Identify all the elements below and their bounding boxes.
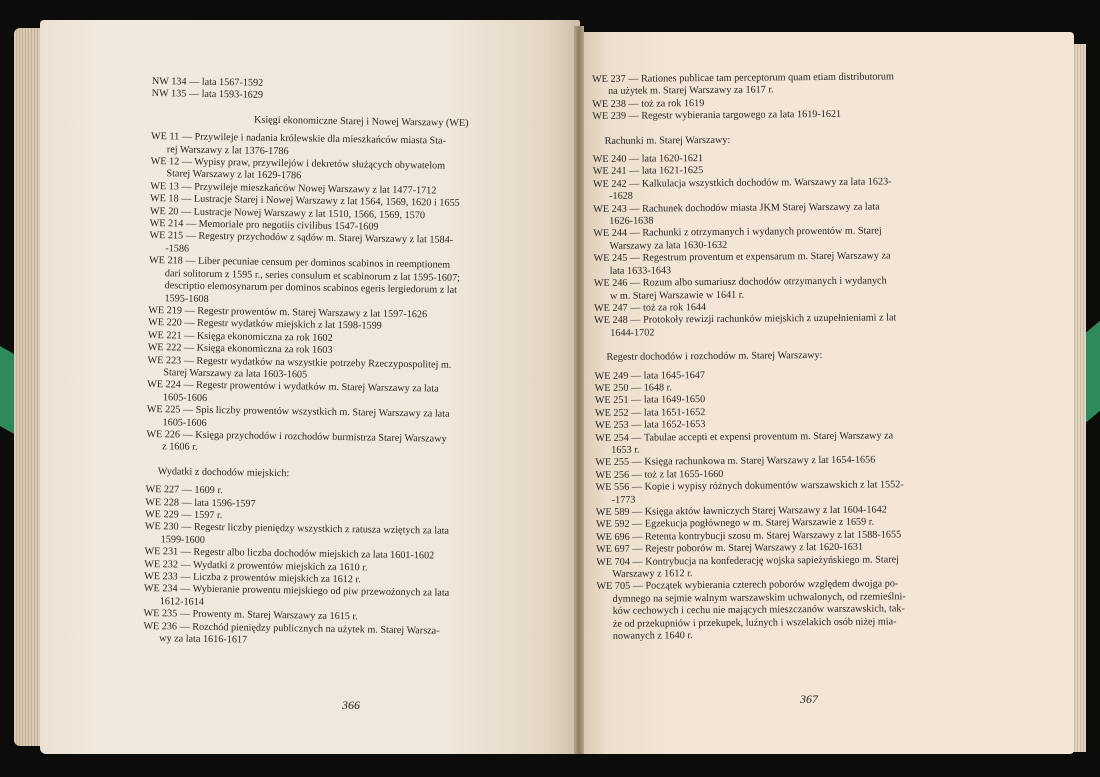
entry-line: WE 696 — Retenta kontrybucji szosu m. Starej Warszawy z lat 1588-1655 bbox=[595, 529, 902, 543]
entry-line: WE 246 — Rozum albo sumariusz dochodów otrzymanych i wydanych bbox=[593, 275, 887, 290]
entry-line: WE 256 — toż z lat 1655-1660 bbox=[595, 468, 724, 481]
entry-line: WE 248 — Protokoły rewizji rachunków miejskich z uzupełnieniami z lat bbox=[594, 312, 897, 327]
entry-line: WE 254 — Tabulae accepti et expensi proventum m. Starej Warszawy za bbox=[595, 429, 894, 444]
entry-line: Starej Warszawy z lat 1629-1786 bbox=[166, 168, 302, 182]
entry-line: WE 253 — lata 1652-1653 bbox=[595, 419, 706, 432]
entry-line: WE 240 — lata 1620-1621 bbox=[592, 153, 704, 166]
entry-line: 1605-1606 bbox=[162, 391, 208, 404]
entry-line: WE 11 — Przywileje i nadania królewskie dla mieszkańców miasta Sta- bbox=[150, 131, 447, 147]
entry-line: WE 236 — Rozchód pieniędzy publicznych na użytek m. Starej Warsza- bbox=[143, 620, 440, 637]
entry-line: WE 252 — lata 1651-1652 bbox=[594, 406, 706, 419]
background-green-mark bbox=[0, 346, 14, 434]
entry-line: WE 224 — Regestr prowentów i wydatków m. Starej Warszawy za lata bbox=[147, 379, 439, 395]
entry-line: -1773 bbox=[611, 494, 636, 506]
entry-line: -1628 bbox=[609, 190, 633, 203]
entry-line: WE 232 — Wydatki z prowentów miejskich za 1610 r. bbox=[144, 558, 368, 574]
catalog-entry bbox=[596, 578, 1009, 644]
catalog-entry bbox=[594, 312, 1006, 340]
entry-line: 1626-1638 bbox=[609, 215, 654, 227]
entry-line: WE 220 — Regestr wydatków miejskich z lat 1598-1599 bbox=[148, 317, 382, 332]
entry-line: WE 218 — Liber pecuniae censum per dominos scabinos in reemptionem bbox=[149, 255, 451, 271]
entry-line: WE 255 — Księga rachunkowa m. Starej Warszawy z lat 1654-1656 bbox=[595, 454, 876, 469]
entry-line: WE 556 — Kopie i wypisy różnych dokumentów warszawskich z lat 1552- bbox=[595, 479, 904, 494]
entry-line: WE 215 — Regestry przychodów z sądów m. Starej Warszawy z lat 1584- bbox=[149, 230, 454, 247]
catalog-entry bbox=[146, 429, 566, 460]
entry-line: WE 249 — lata 1645-1647 bbox=[594, 369, 706, 382]
entry-line: WE 704 — Kontrybucja na konfederację wojska sapieżyńskiego m. Starej bbox=[596, 553, 899, 568]
entry-line: WE 230 — Regestr liczby pieniędzy wszystkich z ratusza wziętych za lata bbox=[144, 521, 450, 538]
entry-line: rej Warszawy z lat 1376-1786 bbox=[166, 143, 289, 157]
entry-line: 1605-1606 bbox=[162, 416, 207, 429]
entry-line: dymnego na sejmie walnym warszawskim uchwalonych, od rzemieślni- bbox=[612, 591, 906, 605]
entry-line: ków cechowych i cechu nie mających mieszczanów warszawskich, tak- bbox=[612, 603, 905, 618]
entry-line: 1653 r. bbox=[611, 444, 640, 456]
entry-line: WE 231 — Regestr albo liczba dochodów miejskich za lata 1601-1602 bbox=[144, 546, 435, 562]
entry-line: WE 238 — toż za rok 1619 bbox=[592, 97, 705, 110]
catalog-entry bbox=[595, 429, 1007, 457]
page-number-left: 366 bbox=[342, 698, 360, 712]
entry-line: WE 592 — Egzekucja pogłównego w m. Starej Warszawie z 1659 r. bbox=[595, 516, 875, 531]
entry-line: w m. Starej Warszawie w 1641 r. bbox=[609, 289, 745, 302]
entry-line: że od przekupniów i przekupek, luźnych i wszelakich osób niżej mia- bbox=[612, 616, 897, 630]
entry-line: na użytek m. Starej Warszawy za 1617 r. bbox=[608, 84, 774, 98]
page-edges-right bbox=[1072, 44, 1086, 752]
catalog-entry bbox=[592, 70, 1004, 98]
catalog-entry bbox=[594, 274, 1006, 302]
entry-line: WE 18 — Lustracje Starej i Nowej Warszawy z lat 1564, 1569, 1620 i 1655 bbox=[149, 193, 460, 210]
entry-line: dari solitorum z 1595 r., series consulum et scabinorum z lat 1595-1607; bbox=[164, 267, 461, 284]
entry-line: WE 250 — 1648 r. bbox=[594, 382, 673, 394]
entry-line: WE 251 — lata 1649-1650 bbox=[594, 394, 706, 407]
catalog-entry bbox=[148, 255, 569, 311]
left-page-text bbox=[143, 76, 572, 652]
entry-line: Starej Warszawy za lata 1603-1605 bbox=[163, 367, 308, 381]
entry-line: WE 244 — Rachunki z otrzymanych i wydanych prowentów m. Starej bbox=[593, 225, 882, 240]
entry-line: WE 245 — Regestrum proventum et expensarum m. Starej Warszawy za bbox=[593, 250, 891, 265]
entry-line: wy za lata 1616-1617 bbox=[159, 633, 248, 646]
entry-line: WE 225 — Spis liczby prowentów wszystkich m. Starej Warszawy za lata bbox=[146, 404, 450, 420]
entry-line: WE 237 — Rationes publicae tam perceptorum quam etiam distributorum bbox=[592, 71, 894, 85]
entry-line: WE 222 — Księga ekonomiczna za rok 1603 bbox=[147, 342, 333, 356]
right-page-text bbox=[592, 70, 1009, 643]
entry-line: WE 239 — Regestr wybierania targowego za lata 1619-1621 bbox=[592, 109, 842, 123]
catalog-entry bbox=[593, 175, 1005, 203]
entry-line: WE 589 — Księga aktów ławniczych Starej Warszawy z lat 1604-1642 bbox=[595, 504, 887, 518]
catalog-entry bbox=[593, 225, 1005, 253]
entry-line: WE 705 — Początek wybierania czterech poborów względem dwojga po- bbox=[596, 578, 899, 593]
entry-line: WE 697 — Rejestr poborów m. Starej Warszawy z lat 1620-1631 bbox=[596, 541, 864, 556]
catalog-entry bbox=[596, 553, 1008, 581]
entry-line: -1586 bbox=[165, 243, 190, 255]
entry-line: WE 221 — Księga ekonomiczna za rok 1602 bbox=[147, 329, 333, 344]
subsection-heading: Regestr dochodów i rozchodów m. Starej Warszawy: bbox=[606, 350, 823, 364]
entry-line: descriptio elemosynarum per dominos scabinos egeris lergiedorum z lat bbox=[164, 280, 458, 296]
entry-line: WE 234 — Wybieranie prowentu miejskiego od piw przewożonych za lata bbox=[143, 583, 450, 600]
page-number-right: 367 bbox=[800, 692, 818, 706]
entry-line: WE 13 — Przywileje mieszkańców Nowej Warszawy z lat 1477-1712 bbox=[150, 180, 437, 197]
catalog-entry bbox=[592, 108, 1004, 124]
entry-line: z 1606 r. bbox=[162, 441, 198, 454]
entry-line: WE 247 — toż za rok 1644 bbox=[593, 301, 707, 314]
entry-line: 1599-1600 bbox=[160, 534, 205, 546]
entry-line: WE 233 — Liczba z prowentów miejskich za 1612 r. bbox=[144, 570, 361, 586]
entry-line: WE 228 — lata 1596-1597 bbox=[145, 496, 256, 510]
section-heading: Księgi ekonomiczne Starej i Nowej Warszawy (WE) bbox=[253, 114, 469, 129]
entry-line: WE 229 — 1597 r. bbox=[145, 508, 223, 522]
entry-line: WE 235 — Prowenty m. Starej Warszawy za 1615 r. bbox=[143, 608, 358, 623]
entry-line: nowanych z 1640 r. bbox=[612, 630, 693, 642]
entry-line: WE 243 — Rachunek dochodów miasta JKM Starej Warszawy za lata bbox=[593, 201, 880, 215]
entry-line: WE 227 — 1609 r. bbox=[145, 484, 223, 497]
entry-line: WE 242 — Kalkulacja wszystkich dochodów m. Warszawy za lata 1623- bbox=[592, 176, 892, 190]
entry-line: WE 226 — Księga przychodów i rozchodów burmistrza Starej Warszawy bbox=[146, 428, 447, 445]
entry-line: WE 223 — Regestr wydatków na wszystkie potrzeby Rzeczypospolitej m. bbox=[147, 354, 452, 371]
entry-line: lata 1633-1643 bbox=[609, 265, 672, 277]
catalog-entry bbox=[596, 479, 1008, 507]
entry-line: WE 12 — Wypisy praw, przywilejów i dekretów służących obywatelom bbox=[150, 156, 446, 172]
subsection-heading: Wydatki z dochodów miejskich: bbox=[157, 465, 290, 479]
entry-line: Warszawy z 1612 r. bbox=[612, 568, 693, 580]
entry-line: Warszawy za lata 1630-1632 bbox=[609, 239, 728, 252]
catalog-entry bbox=[593, 200, 1005, 228]
entry-line: 1644-1702 bbox=[610, 327, 655, 339]
entry-line: WE 241 — lata 1621-1625 bbox=[592, 165, 704, 178]
intro-line: NW 134 — lata 1567-1592 bbox=[151, 76, 264, 89]
entry-line: WE 214 — Memoriale pro negotiis civilibus 1547-1609 bbox=[149, 218, 379, 233]
book-gutter bbox=[574, 26, 584, 754]
entry-line: WE 20 — Lustracje Nowej Warszawy z lat 1510, 1566, 1569, 1570 bbox=[149, 205, 426, 221]
catalog-entry bbox=[594, 250, 1006, 278]
intro-line: NW 135 — lata 1593-1629 bbox=[151, 88, 264, 102]
entry-line: WE 219 — Regestr prowentów m. Starej Warszawy z lat 1597-1626 bbox=[148, 304, 428, 321]
subsection-heading: Rachunki m. Starej Warszawy: bbox=[604, 134, 731, 147]
entry-line: 1612-1614 bbox=[159, 596, 204, 608]
entry-line: 1595-1608 bbox=[164, 292, 209, 305]
